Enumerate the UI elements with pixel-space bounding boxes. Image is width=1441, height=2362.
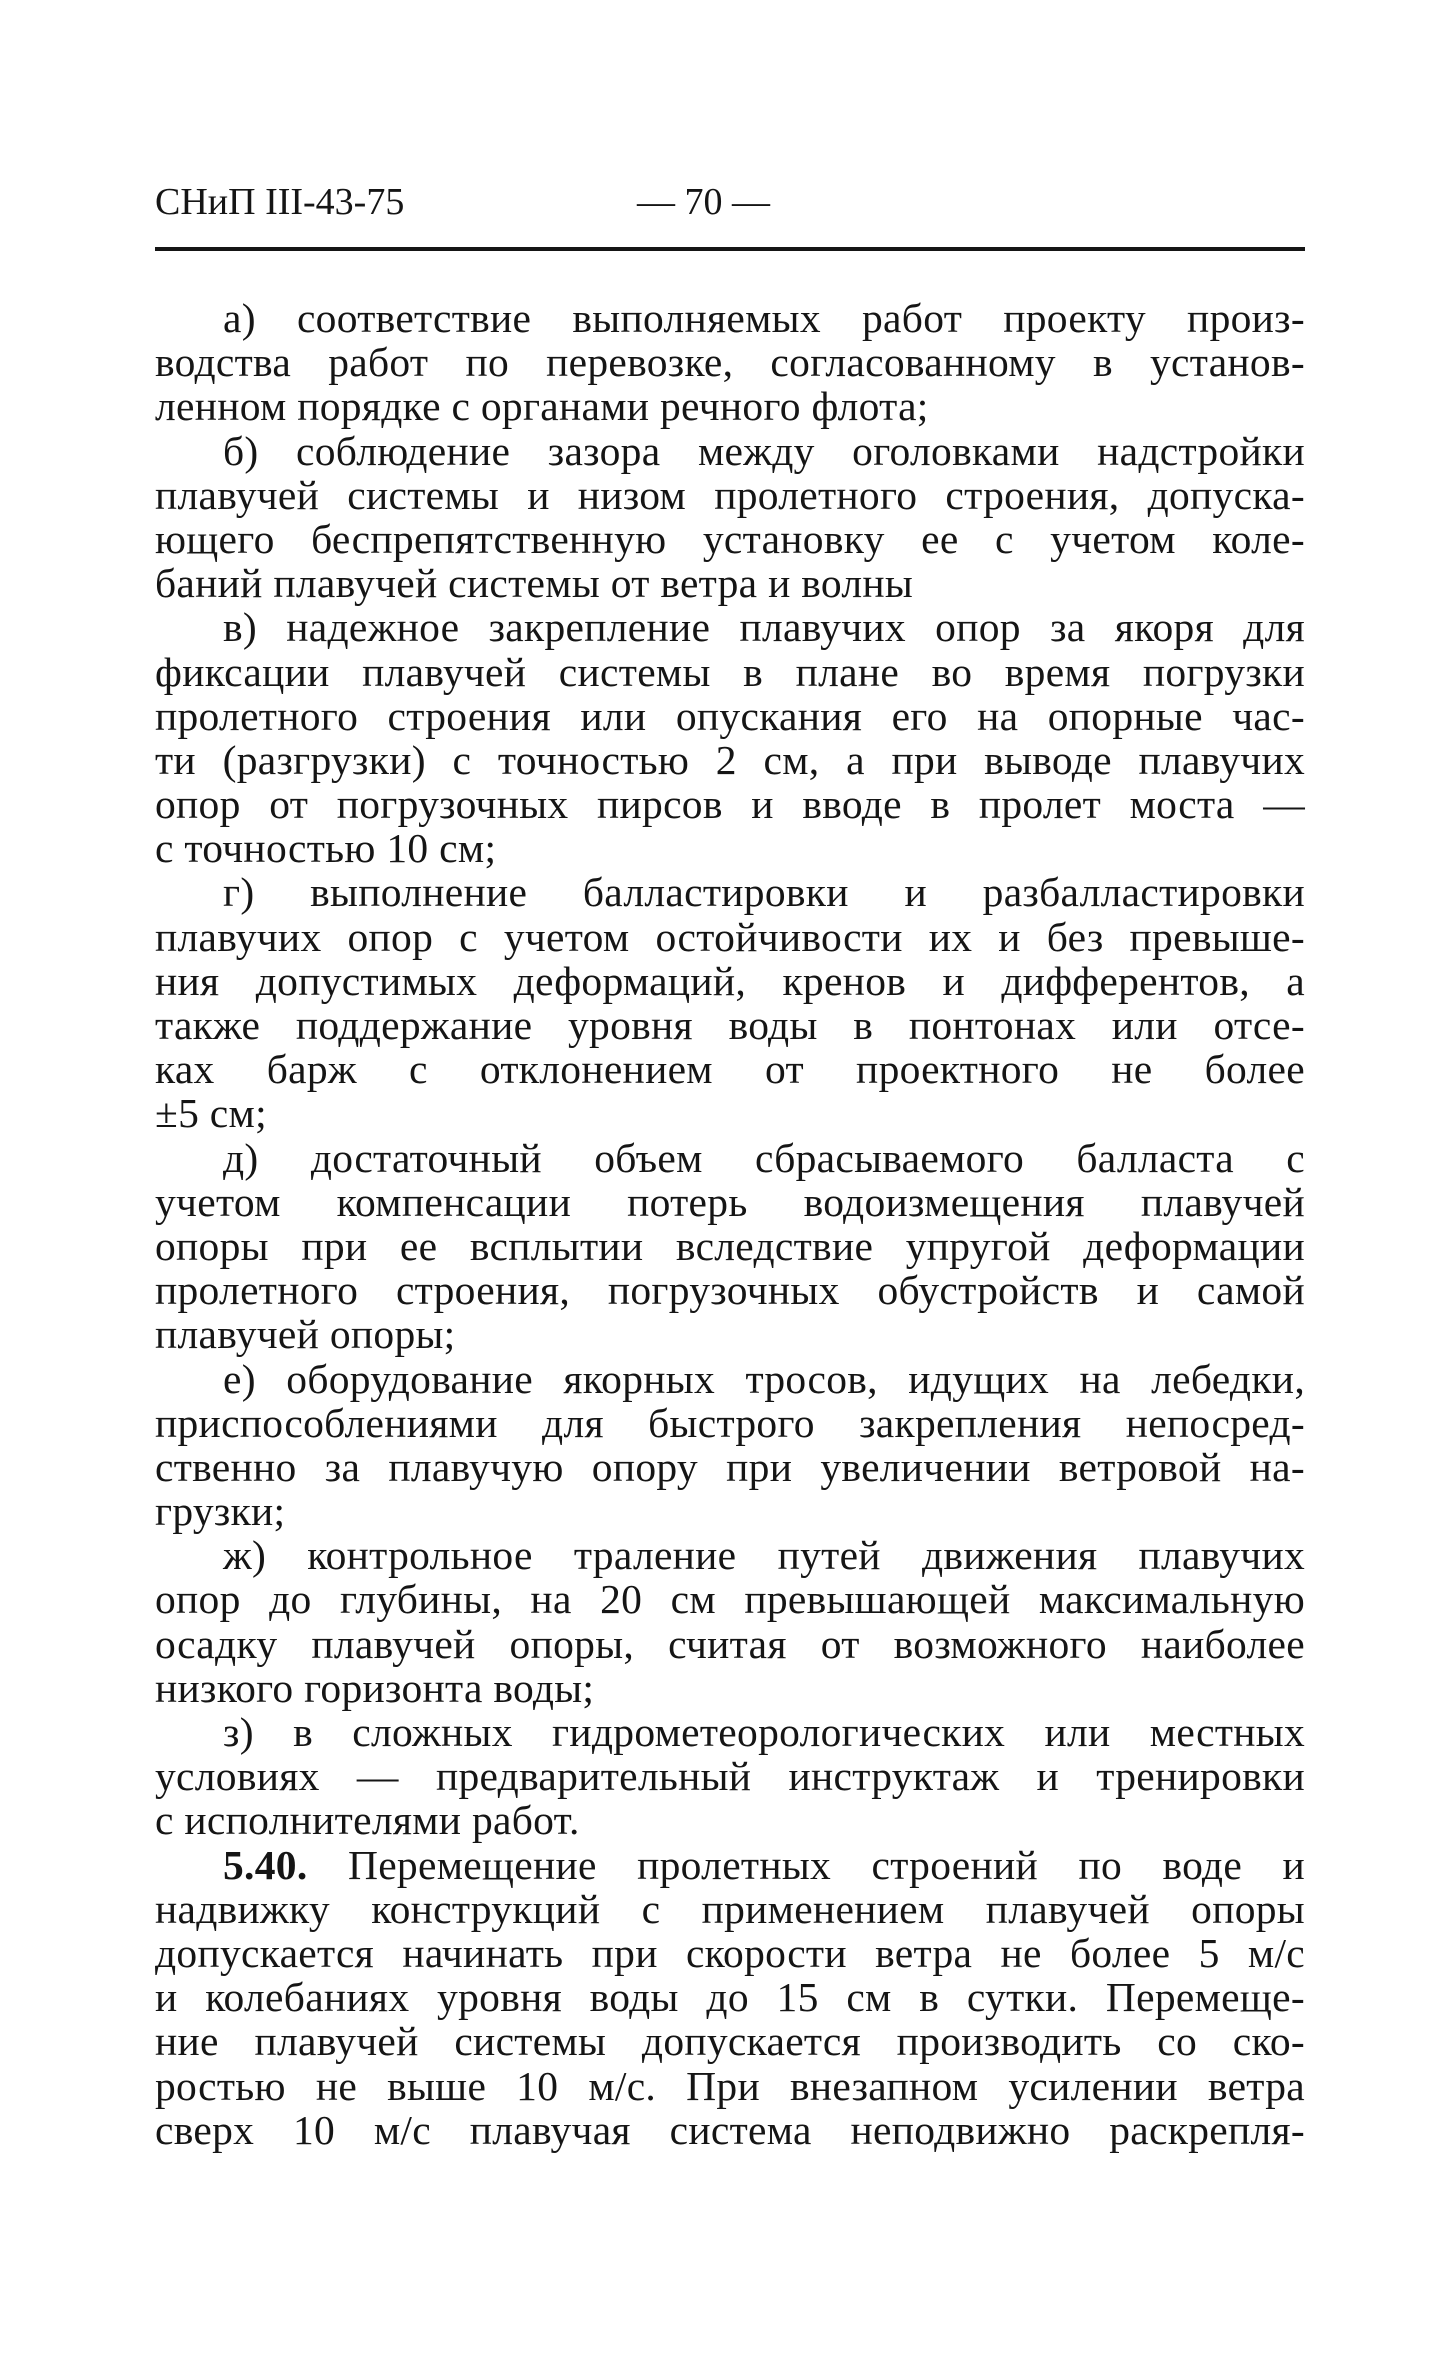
text-line: ±5 см; [155, 1090, 267, 1137]
text-line: пролетного строения, погрузочных обустройств и самой [155, 1267, 1305, 1314]
list-item-zh [155, 1533, 1305, 1710]
text-line: ющего беспрепятственную установку ее с учетом коле- [155, 515, 1305, 562]
clause-number: 5.40. [223, 1841, 308, 1888]
text-line: ленном порядке с органами речного флота; [155, 383, 929, 430]
text-line: грузки; [155, 1488, 286, 1535]
text-line: з) в сложных гидрометеорологических или местных [223, 1709, 1305, 1755]
text-line: ростью не выше 10 м/с. При внезапном усилении ветра [155, 2062, 1305, 2109]
text-line: плавучей системы и низом пролетного строения, допуска- [155, 471, 1305, 518]
list-item-d [155, 1136, 1305, 1357]
text-line: низкого горизонта воды; [155, 1664, 595, 1711]
text-line [155, 1843, 1305, 1887]
text-line: пролетного строения или опускания его на опорные час- [155, 692, 1305, 739]
text-line: ти (разгрузки) с точностью 2 см, а при выводе плавучих [155, 736, 1305, 783]
text-line: в) надежное закрепление плавучих опор за якоря для [223, 604, 1305, 651]
text-line: надвижку конструкций с применением плавучей опоры [155, 1885, 1305, 1932]
list-item-g [155, 870, 1305, 1135]
text-line: сверх 10 м/с плавучая система неподвижно раскрепля- [155, 2106, 1305, 2153]
text-line: ние плавучей системы допускается производить со ско- [155, 2018, 1305, 2065]
text-line: приспособлениями для быстрого закрепления непосред- [155, 1399, 1305, 1446]
text-line: опоры при ее всплытии вследствие упругой деформации [155, 1222, 1305, 1269]
text-line: е) оборудование якорных тросов, идущих на лебедки, [223, 1355, 1305, 1402]
page-number: — 70 — [637, 181, 770, 223]
text-line: условиях — предварительный инструктаж и тренировки [155, 1753, 1305, 1800]
list-item-e [155, 1357, 1305, 1534]
text-line: г) выполнение балластировки и разбалластировки [223, 869, 1305, 916]
header-divider [155, 247, 1305, 251]
list-item-z [155, 1710, 1305, 1843]
text-line: плавучих опор с учетом остойчивости их и без превыше- [155, 913, 1305, 960]
text-line: ж) контрольное траление путей движения плавучих [223, 1532, 1305, 1579]
text-line: ках барж с отклонением от проектного не более [155, 1046, 1305, 1093]
text-line: учетом компенсации потерь водоизмещения плавучей [155, 1178, 1305, 1225]
text-line: водства работ по перевозке, согласованному в установ- [155, 339, 1305, 386]
list-item-b [155, 429, 1305, 606]
text-line: б) соблюдение зазора между оголовками надстройки [223, 427, 1305, 474]
text-line: ственно за плавучую опору при увеличении ветровой на- [155, 1443, 1305, 1490]
text-line: осадку плавучей опоры, считая от возможного наиболее [155, 1620, 1305, 1667]
list-item-a [155, 296, 1305, 429]
text-line: фиксации плавучей системы в плане во время погрузки [155, 648, 1305, 695]
text-line: с точностью 10 см; [155, 825, 497, 872]
text-line: плавучей опоры; [155, 1311, 456, 1358]
text-line: опор от погрузочных пирсов и вводе в пролет моста — [155, 781, 1305, 828]
text-line: баний плавучей системы от ветра и волны [155, 560, 914, 607]
text-line: д) достаточный объем сбрасываемого балласта с [223, 1134, 1305, 1181]
text-line: с исполнителями работ. [155, 1797, 580, 1844]
list-item-v [155, 605, 1305, 870]
text-line: и колебаниях уровня воды до 15 см в сутки. Перемеще- [155, 1974, 1305, 2021]
text-line: опор до глубины, на 20 см превышающей максимальную [155, 1576, 1305, 1623]
text-line: допускается начинать при скорости ветра не более 5 м/с [155, 1929, 1305, 1976]
document-body [155, 296, 1305, 2152]
page-header [155, 178, 1305, 238]
clause-5-40 [155, 1843, 1305, 2152]
text-line: также поддержание уровня воды в понтонах или отсе- [155, 1002, 1305, 1048]
text-line: а) соответствие выполняемых работ проекту произ- [223, 295, 1305, 341]
document-code: СНиП III-43-75 [155, 181, 405, 223]
text-line: ния допустимых деформаций, кренов и дифферентов, а [155, 957, 1305, 1004]
clause-first-line: Перемещение пролетных строений по воде и [347, 1841, 1305, 1888]
